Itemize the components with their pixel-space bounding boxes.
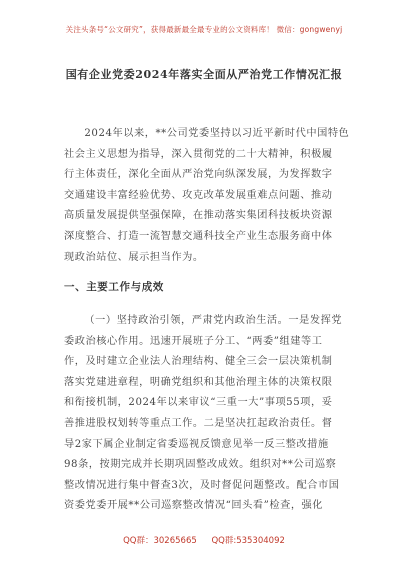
intro-paragraph	[64, 124, 354, 268]
intro-line: 深度整合、打造一流智慧交通科技全产业生态服务商中体	[64, 230, 333, 242]
section-line: 和衔接机制，2024年以来审议“三重一大”事项55项，妥	[64, 397, 333, 409]
footer-qq-group-1: QQ群：30265665	[123, 536, 197, 546]
intro-line: 现政治站位、展示担当作为。	[64, 251, 204, 263]
section-paragraph	[64, 311, 354, 517]
intro-line: 2024年以来，**公司党委坚持以习近平新时代中国特色	[84, 128, 350, 139]
section-line: （一）坚持政治引领，严肃党内政治生活。一是发挥党	[84, 315, 343, 326]
intro-line: 社会主义思想为指导，深入贯彻党的二十大精神，积极履	[64, 148, 333, 160]
document-title: 国有企业党委2024年落实全面从严治党工作情况汇报	[65, 68, 343, 81]
intro-line: 行主体责任，深化全面从严治党向纵深发展，为发挥数字	[64, 169, 333, 181]
section-line: 整改情况进行集中督查3次，及时督促问题整改。配合市国	[64, 479, 340, 491]
section-line: 善推进股权划转等重点工作。二是坚决扛起政治责任。督	[64, 417, 333, 429]
section-line: 委政治核心作用。迅速开展班子分工、“两委”组建等工	[64, 335, 323, 347]
footer	[0, 534, 408, 546]
footer-qq-group-2: QQ群:535304092	[211, 536, 285, 546]
section-line: 98条，按期完成并长期巩固整改成效。组织对**公司巡察	[64, 459, 337, 471]
top-banner: 关注头条号“公文研究”，获得最新最全最专业的公文资料库！ 微信：gongwenyj	[65, 25, 343, 34]
intro-line: 高质量发展提供坚强保障，在推动落实集团科技板块资源	[64, 210, 333, 222]
section-line: 导2家下属企业制定省委巡视反馈意见举一反三整改措施	[64, 438, 329, 450]
section-heading: 一、主要工作与成效	[64, 281, 164, 293]
section-line: 作，及时建立企业法人治理结构、健全三会一层决策机制	[64, 356, 333, 368]
section-line: 资委党委开展**公司巡察整改情况“回头看”检查，强化	[64, 500, 324, 512]
intro-line: 交通建设丰富经验优势、攻克改革发展重难点问题、推动	[64, 189, 333, 201]
section-line: 落实党建进章程，明确党组织和其他治理主体的决策权限	[64, 376, 333, 388]
